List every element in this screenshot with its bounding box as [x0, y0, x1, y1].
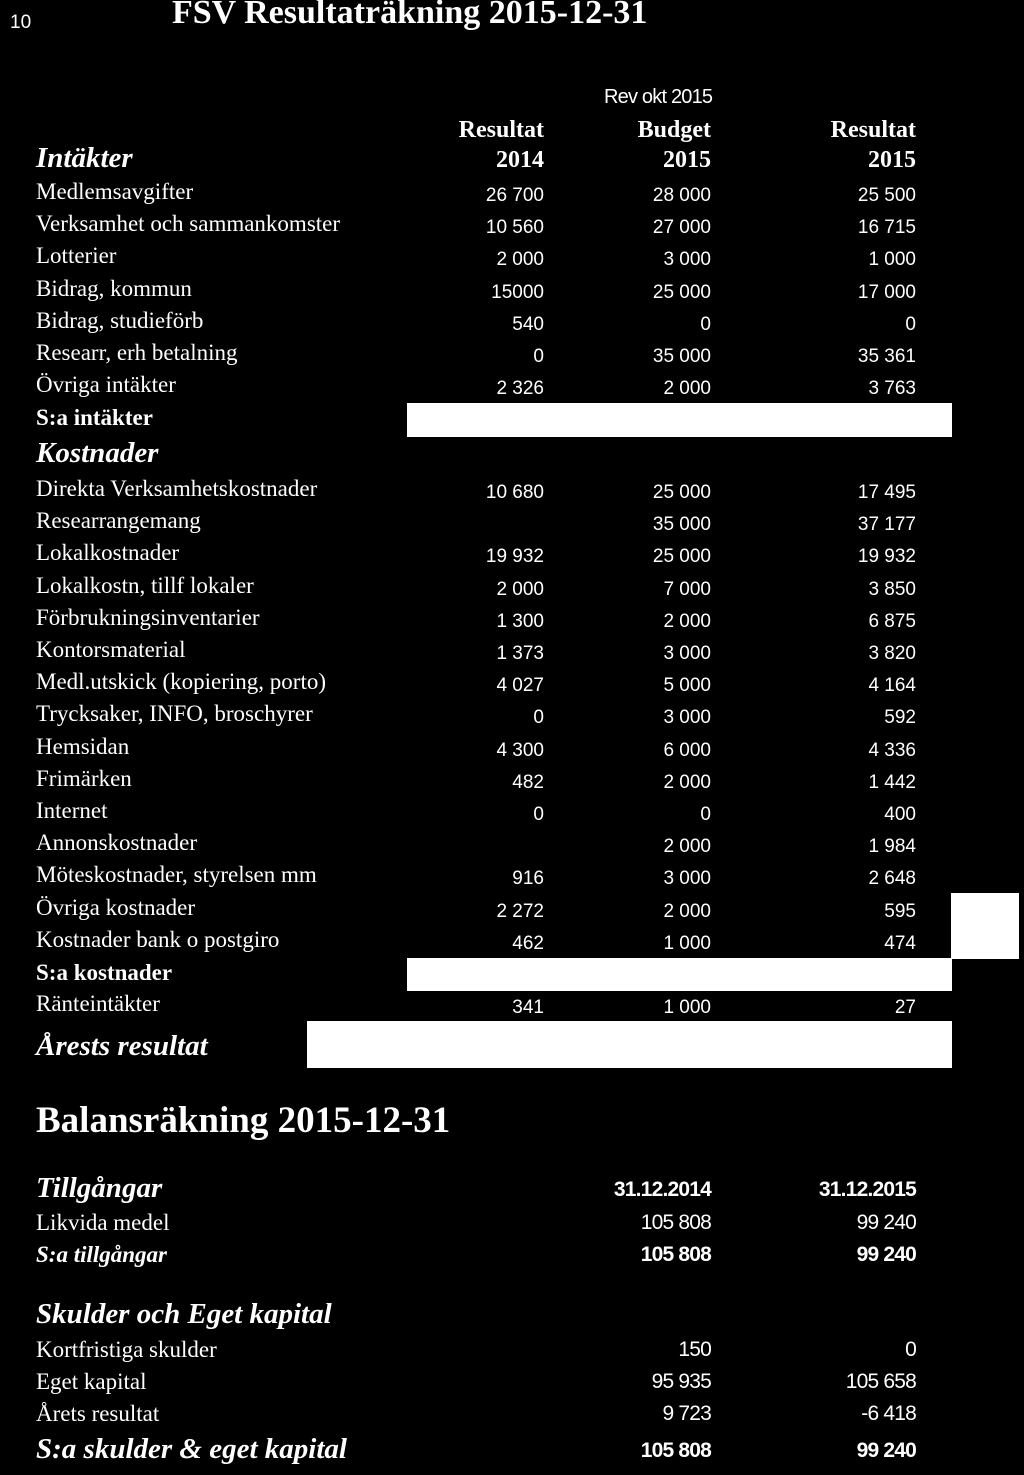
cost-row-c3: 595: [884, 900, 916, 922]
liabilities-sum-label: S:a skulder & eget kapital: [36, 1433, 347, 1465]
costs-section-heading: Kostnader: [36, 437, 159, 469]
income-row-c1: 10 560: [485, 217, 544, 239]
income-row-c2: 28 000: [652, 185, 711, 206]
income-row-label: Övriga intäkter: [36, 372, 176, 398]
cost-row-c3: 2 648: [868, 868, 916, 890]
col1-header-top: Resultat: [458, 117, 544, 143]
cost-row-label: Annonskostnader: [36, 830, 197, 856]
liability-row-c1: 9 723: [662, 1402, 711, 1425]
side-box: [951, 893, 1019, 959]
cost-row-c2: 0: [700, 804, 711, 825]
cost-row-c3: 19 932: [857, 546, 916, 568]
assets-col2-header: 31.12.2015: [818, 1178, 916, 1201]
cost-row-c1: 19 932: [485, 546, 544, 568]
cost-row-label: Övriga kostnader: [36, 894, 196, 920]
revision-note: Rev okt 2015: [604, 86, 713, 108]
cost-row-c2: 2 000: [663, 771, 711, 793]
col1-header-bottom: 2014: [496, 147, 544, 173]
cost-row-c1: 0: [533, 707, 544, 729]
cost-row-c3: 3 850: [868, 578, 916, 600]
cost-row-c1: 1 373: [496, 643, 544, 664]
liabilities-sum-c2: 99 240: [856, 1439, 916, 1462]
cost-row-c2: 2 000: [663, 900, 711, 922]
liability-row-c2: -6 418: [861, 1402, 916, 1425]
income-row-c2: 2 000: [663, 378, 711, 400]
liabilities-sum-c1: 105 808: [640, 1439, 711, 1462]
cost-row-c2: 2 000: [663, 610, 711, 632]
income-row-c1: 540: [512, 313, 544, 335]
interest-c2: 1 000: [663, 997, 711, 1018]
cost-row-c3: 592: [884, 707, 916, 729]
cost-row-label: Möteskostnader, styrelsen mm: [36, 862, 317, 888]
assets-sum-c2: 99 240: [856, 1243, 916, 1266]
cost-row-c1: 4 300: [496, 739, 544, 761]
cost-row-label: Lokalkostn, tillf lokaler: [36, 572, 254, 598]
liability-row-label: Årets resultat: [36, 1401, 160, 1426]
income-row-label: Verksamhet och sammankomster: [36, 211, 341, 237]
cost-row-label: Researrangemang: [36, 508, 201, 534]
cost-row-c1: 2 000: [496, 578, 544, 600]
col3-header-top: Resultat: [830, 117, 916, 143]
income-sum-label: S:a intäkter: [36, 405, 153, 430]
interest-c1: 341: [512, 997, 544, 1018]
cost-row-c2: 1 000: [663, 932, 711, 954]
year-result-box: [307, 1021, 952, 1068]
col2-header-bottom: 2015: [663, 147, 711, 173]
assets-sum-c1: 105 808: [640, 1243, 711, 1266]
cost-row-c2: 3 000: [663, 707, 711, 729]
costs-sum-label: S:a kostnader: [36, 960, 173, 985]
liability-row-label: Kortfristiga skulder: [36, 1337, 217, 1362]
income-row-label: Bidrag, kommun: [36, 275, 192, 301]
year-result-label: Årests resultat: [36, 1030, 208, 1062]
cost-row-label: Frimärken: [36, 765, 132, 791]
asset-row-c1: 105 808: [640, 1211, 711, 1234]
cost-row-label: Internet: [36, 798, 108, 823]
income-row-c1: 0: [533, 346, 544, 367]
asset-row-c2: 99 240: [856, 1211, 916, 1234]
assets-col1-header: 31.12.2014: [613, 1178, 711, 1201]
balance-title: Balansräkning 2015-12-31: [36, 1100, 451, 1141]
income-row-c1: 15000: [491, 281, 544, 303]
income-sum-box: [407, 403, 952, 437]
cost-row-label: Trycksaker, INFO, broschyrer: [36, 701, 313, 727]
income-row-c3: 3 763: [868, 378, 916, 400]
cost-row-c3: 4 164: [868, 675, 916, 697]
income-row-label: Bidrag, studieförb: [36, 307, 204, 333]
cost-row-c1: 2 272: [496, 900, 544, 922]
cost-row-c1: 482: [512, 771, 544, 793]
cost-row-c1: 4 027: [496, 675, 544, 697]
income-row-label: Lotterier: [36, 243, 117, 269]
cost-row-c2: 25 000: [652, 546, 711, 568]
income-row-c2: 0: [700, 313, 711, 335]
cost-row-c1: 462: [512, 932, 544, 954]
income-row-c2: 35 000: [652, 346, 711, 367]
income-row-c1: 2 000: [496, 249, 544, 271]
cost-row-c1: 916: [512, 868, 544, 890]
col3-header-bottom: 2015: [868, 147, 916, 173]
cost-row-c2: 35 000: [652, 514, 711, 536]
cost-row-label: Lokalkostnader: [36, 540, 180, 566]
income-row-c3: 17 000: [857, 281, 916, 303]
income-row-c2: 3 000: [663, 249, 711, 271]
cost-row-c1: 10 680: [485, 482, 544, 503]
cost-row-c2: 2 000: [663, 836, 711, 858]
income-row-c2: 27 000: [652, 217, 711, 239]
income-row-c3: 35 361: [857, 346, 916, 367]
income-row-c3: 25 500: [857, 185, 916, 206]
cost-row-c2: 5 000: [663, 675, 711, 697]
liabilities-heading: Skulder och Eget kapital: [36, 1298, 332, 1330]
asset-row-label: Likvida medel: [36, 1210, 170, 1235]
cost-row-label: Medl.utskick (kopiering, porto): [36, 669, 327, 695]
interest-label: Ränteintäkter: [36, 991, 160, 1016]
assets-heading: Tillgångar: [36, 1172, 163, 1204]
income-row-c3: 1 000: [868, 249, 916, 271]
cost-row-c3: 400: [884, 804, 916, 825]
page-title: FSV Resultaträkning 2015-12-31: [172, 0, 648, 31]
cost-row-c2: 3 000: [663, 868, 711, 890]
assets-sum-label: S:a tillgångar: [36, 1242, 168, 1267]
income-row-label: Researr, erh betalning: [36, 340, 238, 365]
cost-row-label: Kontorsmaterial: [36, 637, 186, 662]
cost-row-c2: 7 000: [663, 578, 711, 600]
liability-row-c1: 95 935: [651, 1370, 711, 1393]
interest-c3: 27: [894, 997, 916, 1018]
cost-row-c3: 1 984: [868, 836, 916, 858]
cost-row-c3: 17 495: [857, 482, 916, 503]
col2-header-top: Budget: [637, 117, 711, 143]
liability-row-label: Eget kapital: [36, 1369, 147, 1394]
income-row-c1: 2 326: [496, 378, 544, 400]
cost-row-c3: 1 442: [868, 771, 916, 793]
liability-row-c2: 0: [905, 1338, 916, 1361]
cost-row-c3: 4 336: [868, 739, 916, 761]
income-row-label: Medlemsavgifter: [36, 179, 194, 204]
page-number: 10: [10, 12, 32, 33]
cost-row-label: Kostnader bank o postgiro: [36, 926, 280, 952]
income-row-c3: 0: [905, 313, 916, 335]
costs-sum-box: [407, 958, 952, 991]
income-row-c1: 26 700: [485, 185, 544, 206]
cost-row-label: Förbrukningsinventarier: [36, 604, 260, 630]
cost-row-c1: 1 300: [496, 610, 544, 632]
cost-row-c2: 6 000: [663, 739, 711, 761]
cost-row-c3: 474: [884, 932, 916, 954]
cost-row-label: Hemsidan: [36, 733, 130, 759]
cost-row-c3: 3 820: [868, 643, 916, 664]
cost-row-c2: 3 000: [663, 643, 711, 664]
cost-row-label: Direkta Verksamhetskostnader: [36, 476, 318, 501]
liability-row-c1: 150: [678, 1338, 711, 1361]
income-row-c3: 16 715: [857, 217, 916, 239]
liability-row-c2: 105 658: [845, 1370, 916, 1393]
cost-row-c3: 37 177: [857, 514, 916, 536]
cost-row-c2: 25 000: [652, 482, 711, 503]
income-section-heading: Intäkter: [36, 142, 133, 174]
cost-row-c3: 6 875: [868, 610, 916, 632]
income-row-c2: 25 000: [652, 281, 711, 303]
cost-row-c1: 0: [533, 804, 544, 825]
